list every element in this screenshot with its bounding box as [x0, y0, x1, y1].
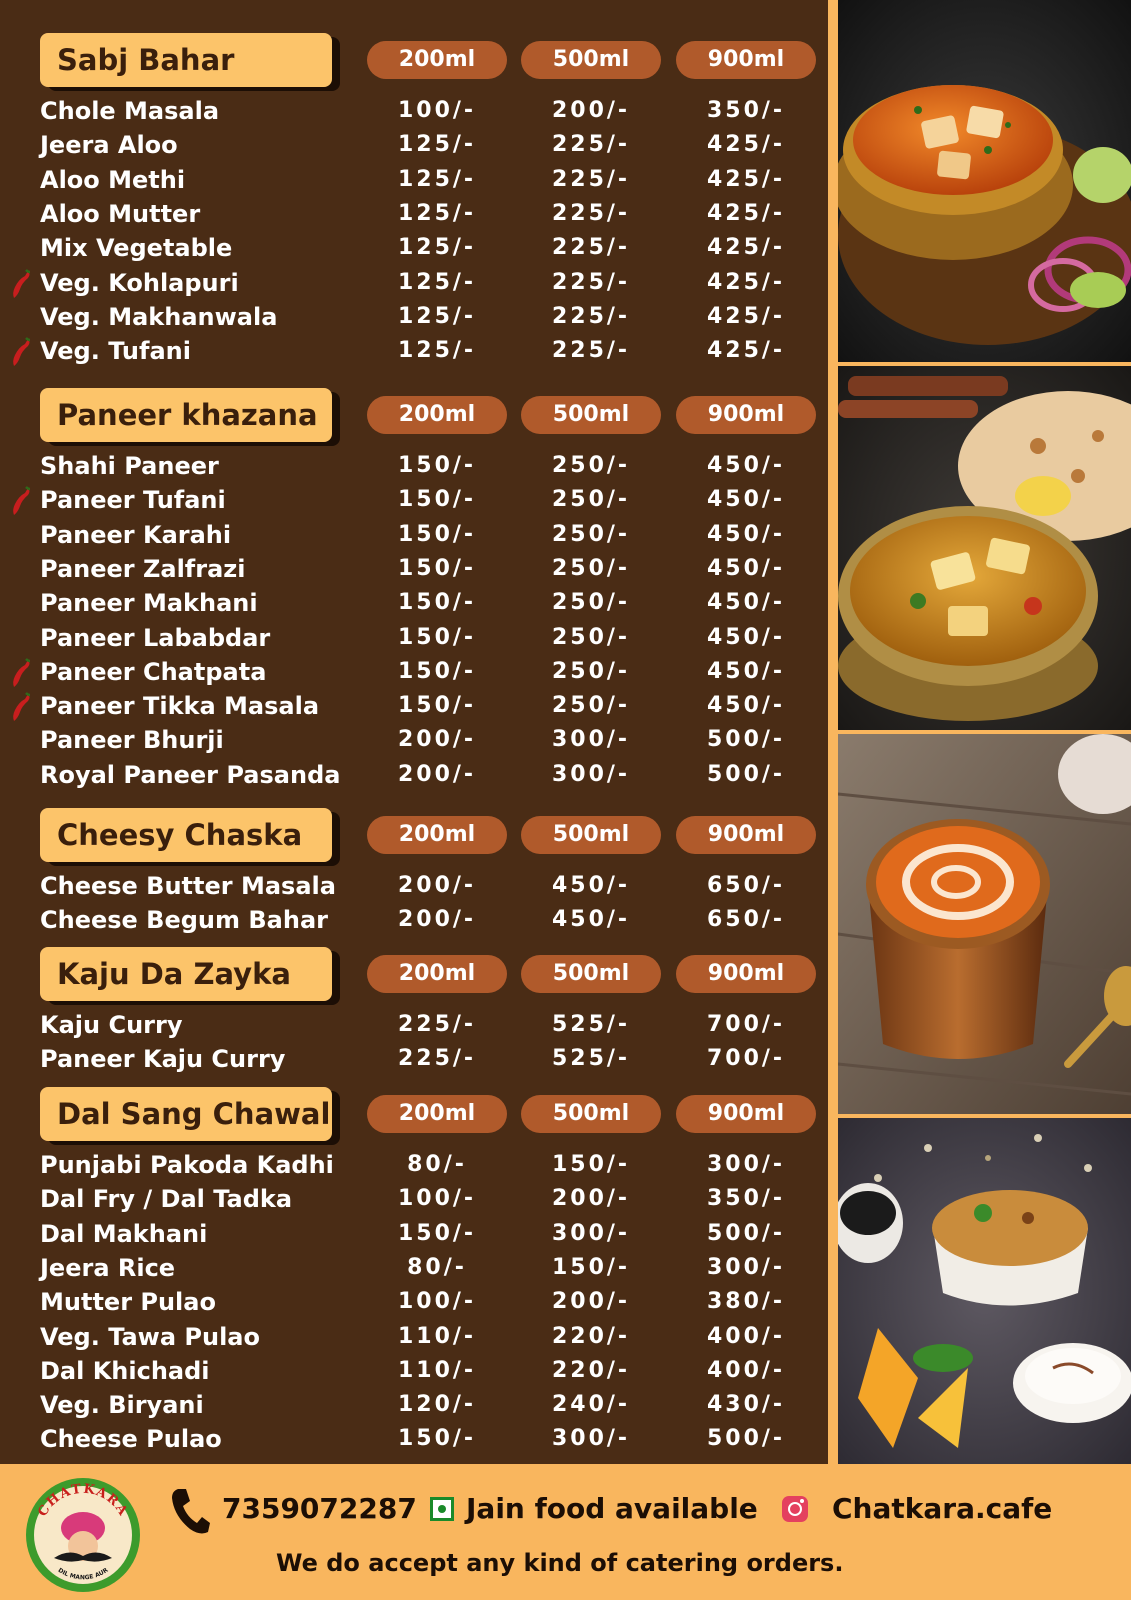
item-price: 150/- [397, 1426, 477, 1451]
item-price: 250/- [551, 556, 631, 581]
item-price: 225/- [551, 201, 631, 226]
item-name: Veg. Makhanwala [40, 303, 278, 331]
chili-icon [12, 658, 34, 688]
item-price: 425/- [706, 201, 786, 226]
item-price: 125/- [397, 304, 477, 329]
item-price: 225/- [551, 167, 631, 192]
menu-item-row [0, 128, 828, 162]
item-price: 500/- [706, 1221, 786, 1246]
item-price: 500/- [706, 1426, 786, 1451]
item-price: 225/- [551, 235, 631, 260]
item-name: Dal Khichadi [40, 1357, 210, 1385]
menu-item-row [0, 1388, 828, 1422]
item-price: 650/- [706, 873, 786, 898]
menu-item-row [0, 483, 828, 517]
menu-item-row [0, 518, 828, 552]
size-header: 200ml [367, 1095, 507, 1133]
item-price: 150/- [397, 590, 477, 615]
item-price: 125/- [397, 167, 477, 192]
biryani-raita-photo [838, 1118, 1131, 1464]
item-name: Veg. Kohlapuri [40, 269, 239, 297]
item-name: Aloo Mutter [40, 200, 201, 228]
item-name: Punjabi Pakoda Kadhi [40, 1151, 334, 1179]
column-divider [828, 0, 838, 1464]
item-name: Paneer Tufani [40, 486, 226, 514]
menu-item-row [0, 449, 828, 483]
item-price: 500/- [706, 727, 786, 752]
menu-item-row [0, 869, 828, 903]
item-price: 225/- [551, 304, 631, 329]
item-price: 300/- [551, 1221, 631, 1246]
phone-icon [170, 1486, 210, 1536]
item-price: 450/- [706, 590, 786, 615]
menu-item-row [0, 723, 828, 757]
footer [0, 1464, 1131, 1600]
item-price: 100/- [397, 98, 477, 123]
item-price: 300/- [551, 762, 631, 787]
item-name: Paneer Chatpata [40, 658, 267, 686]
menu-item-row [0, 586, 828, 620]
item-name: Mutter Pulao [40, 1288, 216, 1316]
item-price: 300/- [551, 1426, 631, 1451]
item-price: 450/- [706, 659, 786, 684]
item-price: 150/- [551, 1255, 631, 1280]
item-price: 220/- [551, 1358, 631, 1383]
paneer-butter-masala-photo [838, 0, 1131, 362]
size-header: 500ml [521, 41, 661, 79]
section-title: Dal Sang Chawal [40, 1087, 332, 1141]
size-header: 500ml [521, 955, 661, 993]
item-name: Jeera Aloo [40, 131, 178, 159]
item-price: 125/- [397, 235, 477, 260]
chatkara-logo [24, 1476, 142, 1594]
item-price: 150/- [397, 453, 477, 478]
menu-item-row [0, 1422, 828, 1456]
item-price: 425/- [706, 270, 786, 295]
item-price: 125/- [397, 270, 477, 295]
section-title: Sabj Bahar [40, 33, 332, 87]
size-header: 500ml [521, 1095, 661, 1133]
size-header: 200ml [367, 816, 507, 854]
item-price: 300/- [706, 1152, 786, 1177]
size-header: 900ml [676, 396, 816, 434]
item-price: 425/- [706, 338, 786, 363]
item-price: 450/- [551, 907, 631, 932]
menu-item-row [0, 621, 828, 655]
item-price: 80/- [407, 1255, 467, 1280]
item-price: 700/- [706, 1046, 786, 1071]
item-price: 450/- [706, 625, 786, 650]
item-price: 150/- [397, 659, 477, 684]
item-price: 380/- [706, 1289, 786, 1314]
item-price: 350/- [706, 98, 786, 123]
item-price: 200/- [551, 98, 631, 123]
menu-item-row [0, 1042, 828, 1076]
menu-item-row [0, 1008, 828, 1042]
logo-text: CHATKARA [35, 1481, 131, 1520]
item-price: 450/- [706, 556, 786, 581]
item-price: 425/- [706, 304, 786, 329]
item-price: 225/- [397, 1012, 477, 1037]
item-price: 450/- [551, 873, 631, 898]
item-price: 200/- [551, 1186, 631, 1211]
size-header: 200ml [367, 396, 507, 434]
item-price: 150/- [397, 487, 477, 512]
item-name: Mix Vegetable [40, 234, 233, 262]
item-name: Aloo Methi [40, 166, 186, 194]
item-name: Paneer Zalfrazi [40, 555, 246, 583]
section-title: Paneer khazana [40, 388, 332, 442]
chili-icon [12, 337, 34, 367]
chili-icon [12, 692, 34, 722]
item-price: 150/- [397, 556, 477, 581]
menu-item-row [0, 1320, 828, 1354]
item-price: 110/- [397, 1324, 477, 1349]
menu-item-row [0, 163, 828, 197]
logo-tagline: DIL MANGE AUR [56, 1566, 110, 1582]
menu-item-row [0, 758, 828, 792]
size-header: 900ml [676, 816, 816, 854]
item-name: Cheese Pulao [40, 1425, 222, 1453]
menu-item-row [0, 94, 828, 128]
item-price: 250/- [551, 625, 631, 650]
phone-number[interactable]: 7359072287 [222, 1492, 417, 1525]
item-price: 200/- [397, 727, 477, 752]
menu-item-row [0, 1182, 828, 1216]
menu-item-row [0, 1148, 828, 1182]
dal-makhani-bucket-photo [838, 734, 1131, 1114]
item-price: 450/- [706, 487, 786, 512]
catering-note: We do accept any kind of catering orders. [276, 1549, 844, 1577]
item-name: Shahi Paneer [40, 452, 219, 480]
item-price: 350/- [706, 1186, 786, 1211]
menu-item-row [0, 903, 828, 937]
item-name: Veg. Tufani [40, 337, 191, 365]
section-title: Kaju Da Zayka [40, 947, 332, 1001]
item-price: 125/- [397, 201, 477, 226]
item-name: Cheese Begum Bahar [40, 906, 328, 934]
menu-item-row [0, 1251, 828, 1285]
menu-item-row [0, 552, 828, 586]
item-price: 80/- [407, 1152, 467, 1177]
item-price: 200/- [397, 907, 477, 932]
menu-item-row [0, 1217, 828, 1251]
item-price: 525/- [551, 1046, 631, 1071]
size-header: 900ml [676, 955, 816, 993]
item-price: 150/- [397, 522, 477, 547]
item-price: 240/- [551, 1392, 631, 1417]
item-name: Dal Makhani [40, 1220, 208, 1248]
menu-item-row [0, 197, 828, 231]
instagram-handle[interactable]: Chatkara.cafe [832, 1492, 1053, 1525]
size-header: 200ml [367, 955, 507, 993]
item-price: 250/- [551, 487, 631, 512]
size-header: 500ml [521, 396, 661, 434]
item-price: 100/- [397, 1289, 477, 1314]
item-name: Veg. Biryani [40, 1391, 204, 1419]
jain-food-note: Jain food available [466, 1492, 758, 1525]
menu-item-row [0, 300, 828, 334]
item-price: 150/- [397, 1221, 477, 1246]
item-price: 250/- [551, 522, 631, 547]
veg-symbol-icon [430, 1497, 454, 1521]
kadai-paneer-naan-photo [838, 366, 1131, 730]
item-price: 225/- [551, 338, 631, 363]
item-price: 100/- [397, 1186, 477, 1211]
section-title: Cheesy Chaska [40, 808, 332, 862]
menu-item-row [0, 334, 828, 368]
item-price: 150/- [397, 625, 477, 650]
item-price: 450/- [706, 453, 786, 478]
item-name: Dal Fry / Dal Tadka [40, 1185, 293, 1213]
menu-item-row [0, 266, 828, 300]
item-name: Paneer Tikka Masala [40, 692, 320, 720]
item-price: 425/- [706, 132, 786, 157]
item-name: Chole Masala [40, 97, 220, 125]
item-price: 200/- [397, 873, 477, 898]
item-name: Paneer Kaju Curry [40, 1045, 286, 1073]
menu-item-row [0, 231, 828, 265]
item-price: 300/- [551, 727, 631, 752]
item-price: 300/- [706, 1255, 786, 1280]
item-price: 400/- [706, 1324, 786, 1349]
item-name: Royal Paneer Pasanda [40, 761, 341, 789]
item-name: Paneer Bhurji [40, 726, 224, 754]
item-price: 200/- [397, 762, 477, 787]
item-name: Paneer Karahi [40, 521, 232, 549]
item-price: 450/- [706, 693, 786, 718]
item-price: 400/- [706, 1358, 786, 1383]
item-price: 700/- [706, 1012, 786, 1037]
menu-item-row [0, 655, 828, 689]
item-price: 125/- [397, 338, 477, 363]
item-name: Cheese Butter Masala [40, 872, 336, 900]
item-name: Veg. Tawa Pulao [40, 1323, 260, 1351]
item-price: 225/- [551, 132, 631, 157]
item-name: Jeera Rice [40, 1254, 176, 1282]
item-price: 120/- [397, 1392, 477, 1417]
item-price: 525/- [551, 1012, 631, 1037]
item-name: Paneer Lababdar [40, 624, 271, 652]
chili-icon [12, 269, 34, 299]
item-price: 250/- [551, 693, 631, 718]
item-price: 650/- [706, 907, 786, 932]
item-price: 450/- [706, 522, 786, 547]
item-price: 500/- [706, 762, 786, 787]
item-price: 200/- [551, 1289, 631, 1314]
item-price: 220/- [551, 1324, 631, 1349]
food-photo-column [838, 0, 1131, 1464]
size-header: 500ml [521, 816, 661, 854]
item-price: 125/- [397, 132, 477, 157]
size-header: 900ml [676, 1095, 816, 1133]
menu-item-row [0, 1354, 828, 1388]
item-price: 225/- [551, 270, 631, 295]
item-price: 150/- [551, 1152, 631, 1177]
menu-item-row [0, 1285, 828, 1319]
chili-icon [12, 486, 34, 516]
size-header: 900ml [676, 41, 816, 79]
item-name: Kaju Curry [40, 1011, 183, 1039]
menu-item-row [0, 689, 828, 723]
item-price: 430/- [706, 1392, 786, 1417]
item-price: 150/- [397, 693, 477, 718]
item-price: 225/- [397, 1046, 477, 1071]
item-name: Paneer Makhani [40, 589, 258, 617]
item-price: 425/- [706, 167, 786, 192]
instagram-icon [782, 1496, 808, 1522]
item-price: 110/- [397, 1358, 477, 1383]
size-header: 200ml [367, 41, 507, 79]
item-price: 250/- [551, 659, 631, 684]
item-price: 250/- [551, 453, 631, 478]
item-price: 425/- [706, 235, 786, 260]
item-price: 250/- [551, 590, 631, 615]
